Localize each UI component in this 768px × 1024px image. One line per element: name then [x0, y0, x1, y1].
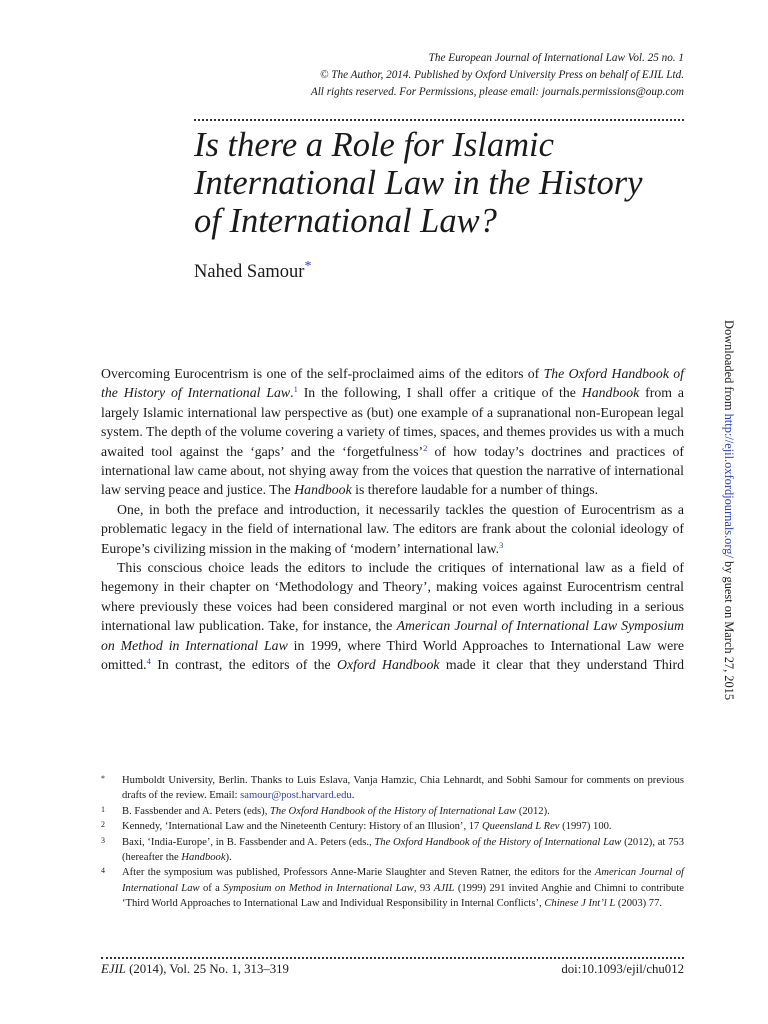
body-text: of how today’s doctrines and practices of international law came about, not shying away from the voices that question the narrative of international law serving peace and justice. The — [101, 443, 684, 498]
author-footnote-link[interactable]: * — [304, 258, 312, 274]
footer-journal: EJIL — [101, 962, 126, 976]
footnote-text: , 93 — [413, 882, 434, 894]
body-paragraph — [101, 500, 684, 558]
journal-header-line: The European Journal of International Law Vol. 25 no. 1 — [428, 52, 684, 64]
footnote-text: B. Fassbender and A. Peters (eds), — [122, 805, 270, 817]
body-text: Overcoming Eurocentrism is one of the self-proclaimed aims of the editors of — [101, 366, 544, 381]
footnote-text: . — [351, 790, 355, 802]
journal-header — [164, 50, 684, 101]
download-sidebar — [721, 320, 736, 700]
footnote-text: Baxi, ‘India-Europe’, in B. Fassbender and A. Peters (eds., — [122, 836, 375, 848]
symposium-title: American Journal of International Law Symposium on Method in International Law — [101, 618, 685, 653]
body-text: In the following, I shall offer a critique of the — [297, 385, 582, 401]
footnote-text: (1999) 291 invited Anghie and Chimni to contribute ‘Third World Approaches to International Law and Individual Responsibility in Internal Conflicts’, — [122, 882, 684, 910]
footnote-marker: 4 — [101, 866, 105, 876]
footnote-text: (2012), at 753 (hereafter the — [122, 836, 684, 864]
body-text: In contrast, the editors of the — [150, 657, 338, 673]
body-text: is therefore laudable for a number of things. — [351, 482, 599, 498]
footer-doi: doi:10.1093/ejil/chu012 — [561, 962, 684, 976]
footnote-ref-4[interactable]: 4 — [146, 656, 151, 667]
footer-volume: (2014), Vol. 25 No. 1, 313–319 — [125, 962, 289, 976]
book-title: Handbook — [581, 385, 640, 401]
footnotes — [101, 773, 684, 912]
footnote-2 — [101, 819, 684, 834]
book-title: The Oxford Handbook of the History of International Law — [374, 836, 622, 848]
book-title: Handbook — [181, 852, 226, 864]
author-byline — [194, 258, 312, 283]
body-text: from a largely Islamic international law perspective as (but) one example of a supranational non-European legal system. The depth of the volume covering a variety of times, spaces, and themes provides us with a much awaited tool against the ‘gaps’ and the ‘forgetfulness’ — [101, 385, 684, 459]
footnote-marker: 2 — [101, 820, 105, 830]
body-text: in 1999, where Third World Approaches to International Law were omitted. — [101, 637, 685, 673]
body-paragraph — [101, 364, 684, 500]
body-text: made it clear that they understand Third — [439, 657, 684, 673]
article-body — [101, 364, 684, 675]
journal-title: Queensland L Rev — [482, 821, 560, 833]
footnote-marker: * — [101, 774, 105, 783]
body-text: One, in both the preface and introduction, it necessarily tackles the question of Eurocentrism as a problematic legacy in the field of international law. The editors are frank about the colonial ideology of Europe’s civilizing mission in the making of ‘modern’ international law. — [101, 501, 684, 556]
footnote-ref-3[interactable]: 3 — [499, 539, 504, 550]
footnote-4 — [101, 865, 684, 911]
journal-title: AJIL — [433, 882, 455, 894]
sidebar-suffix: by guest on March 27, 2015 — [722, 557, 736, 701]
footer-citation — [101, 962, 289, 977]
footnote-text: ). — [225, 852, 232, 864]
page-footer — [101, 962, 684, 982]
book-title: The Oxford Handbook of the History of International Law — [270, 805, 517, 817]
journal-header-line: All rights reserved. For Permissions, please email: journals.permissions@oup.com — [310, 86, 684, 98]
footnote-text: Kennedy, ‘International Law and the Nineteenth Century: History of an Illusion’, 17 — [122, 821, 482, 833]
footnote-marker: 3 — [101, 835, 105, 845]
dotted-divider-top — [194, 119, 684, 121]
title-line: International Law in the History — [194, 164, 643, 202]
book-title: Oxford Handbook — [337, 657, 440, 673]
footnote-ref-1[interactable]: 1 — [293, 384, 298, 395]
author-name: Nahed Samour — [194, 262, 305, 282]
sidebar-prefix: Downloaded from — [722, 320, 736, 414]
journal-site-link[interactable]: http://ejil.oxfordjournals.org/ — [722, 413, 736, 558]
footnote-ref-2[interactable]: 2 — [423, 442, 428, 453]
title-line: Is there a Role for Islamic — [194, 126, 554, 164]
author-email-link[interactable]: samour@post.harvard.edu — [240, 790, 352, 802]
footnote-text: of a — [199, 882, 224, 894]
title-line: of International Law? — [194, 202, 497, 240]
article-title — [194, 126, 694, 240]
book-title: The Oxford Handbook of the History of International Law — [101, 366, 685, 401]
journal-header-line: © The Author, 2014. Published by Oxford University Press on behalf of EJIL Ltd. — [320, 69, 684, 81]
book-title: Handbook — [294, 482, 352, 498]
footnote-text: After the symposium was published, Professors Anne-Marie Slaughter and Steven Ratner, the editors for the — [122, 867, 595, 879]
symposium-title: Symposium on Method in International Law — [223, 882, 414, 894]
footnote-text: (2003) 77. — [615, 898, 663, 910]
footnote-3 — [101, 835, 684, 866]
footnote-1 — [101, 804, 684, 819]
footnote-text: Humboldt University, Berlin. Thanks to Luis Eslava, Vanja Hamzic, Chia Lehnardt, and Sobhi Samour for comments on previous drafts of the review. Email: — [122, 775, 684, 802]
footnote-marker: 1 — [101, 804, 105, 814]
footnote-star — [101, 773, 684, 804]
dotted-divider-bottom — [101, 957, 684, 959]
journal-title: Chinese J Int’l L — [544, 898, 616, 910]
body-text: . — [290, 385, 294, 401]
body-text: This conscious choice leads the editors to include the critiques of international law as a field of hegemony in their chapter on ‘Methodology and Theory’, making voices against Eurocentrism central where previously these voices had been considered marginal or not even worth including in a serious international law publication. Take, for instance, the — [101, 560, 684, 634]
footnote-text: (1997) 100. — [559, 821, 612, 833]
journal-title: American Journal of International Law — [122, 867, 684, 894]
footnote-text: (2012). — [516, 805, 550, 817]
body-paragraph — [101, 558, 684, 674]
